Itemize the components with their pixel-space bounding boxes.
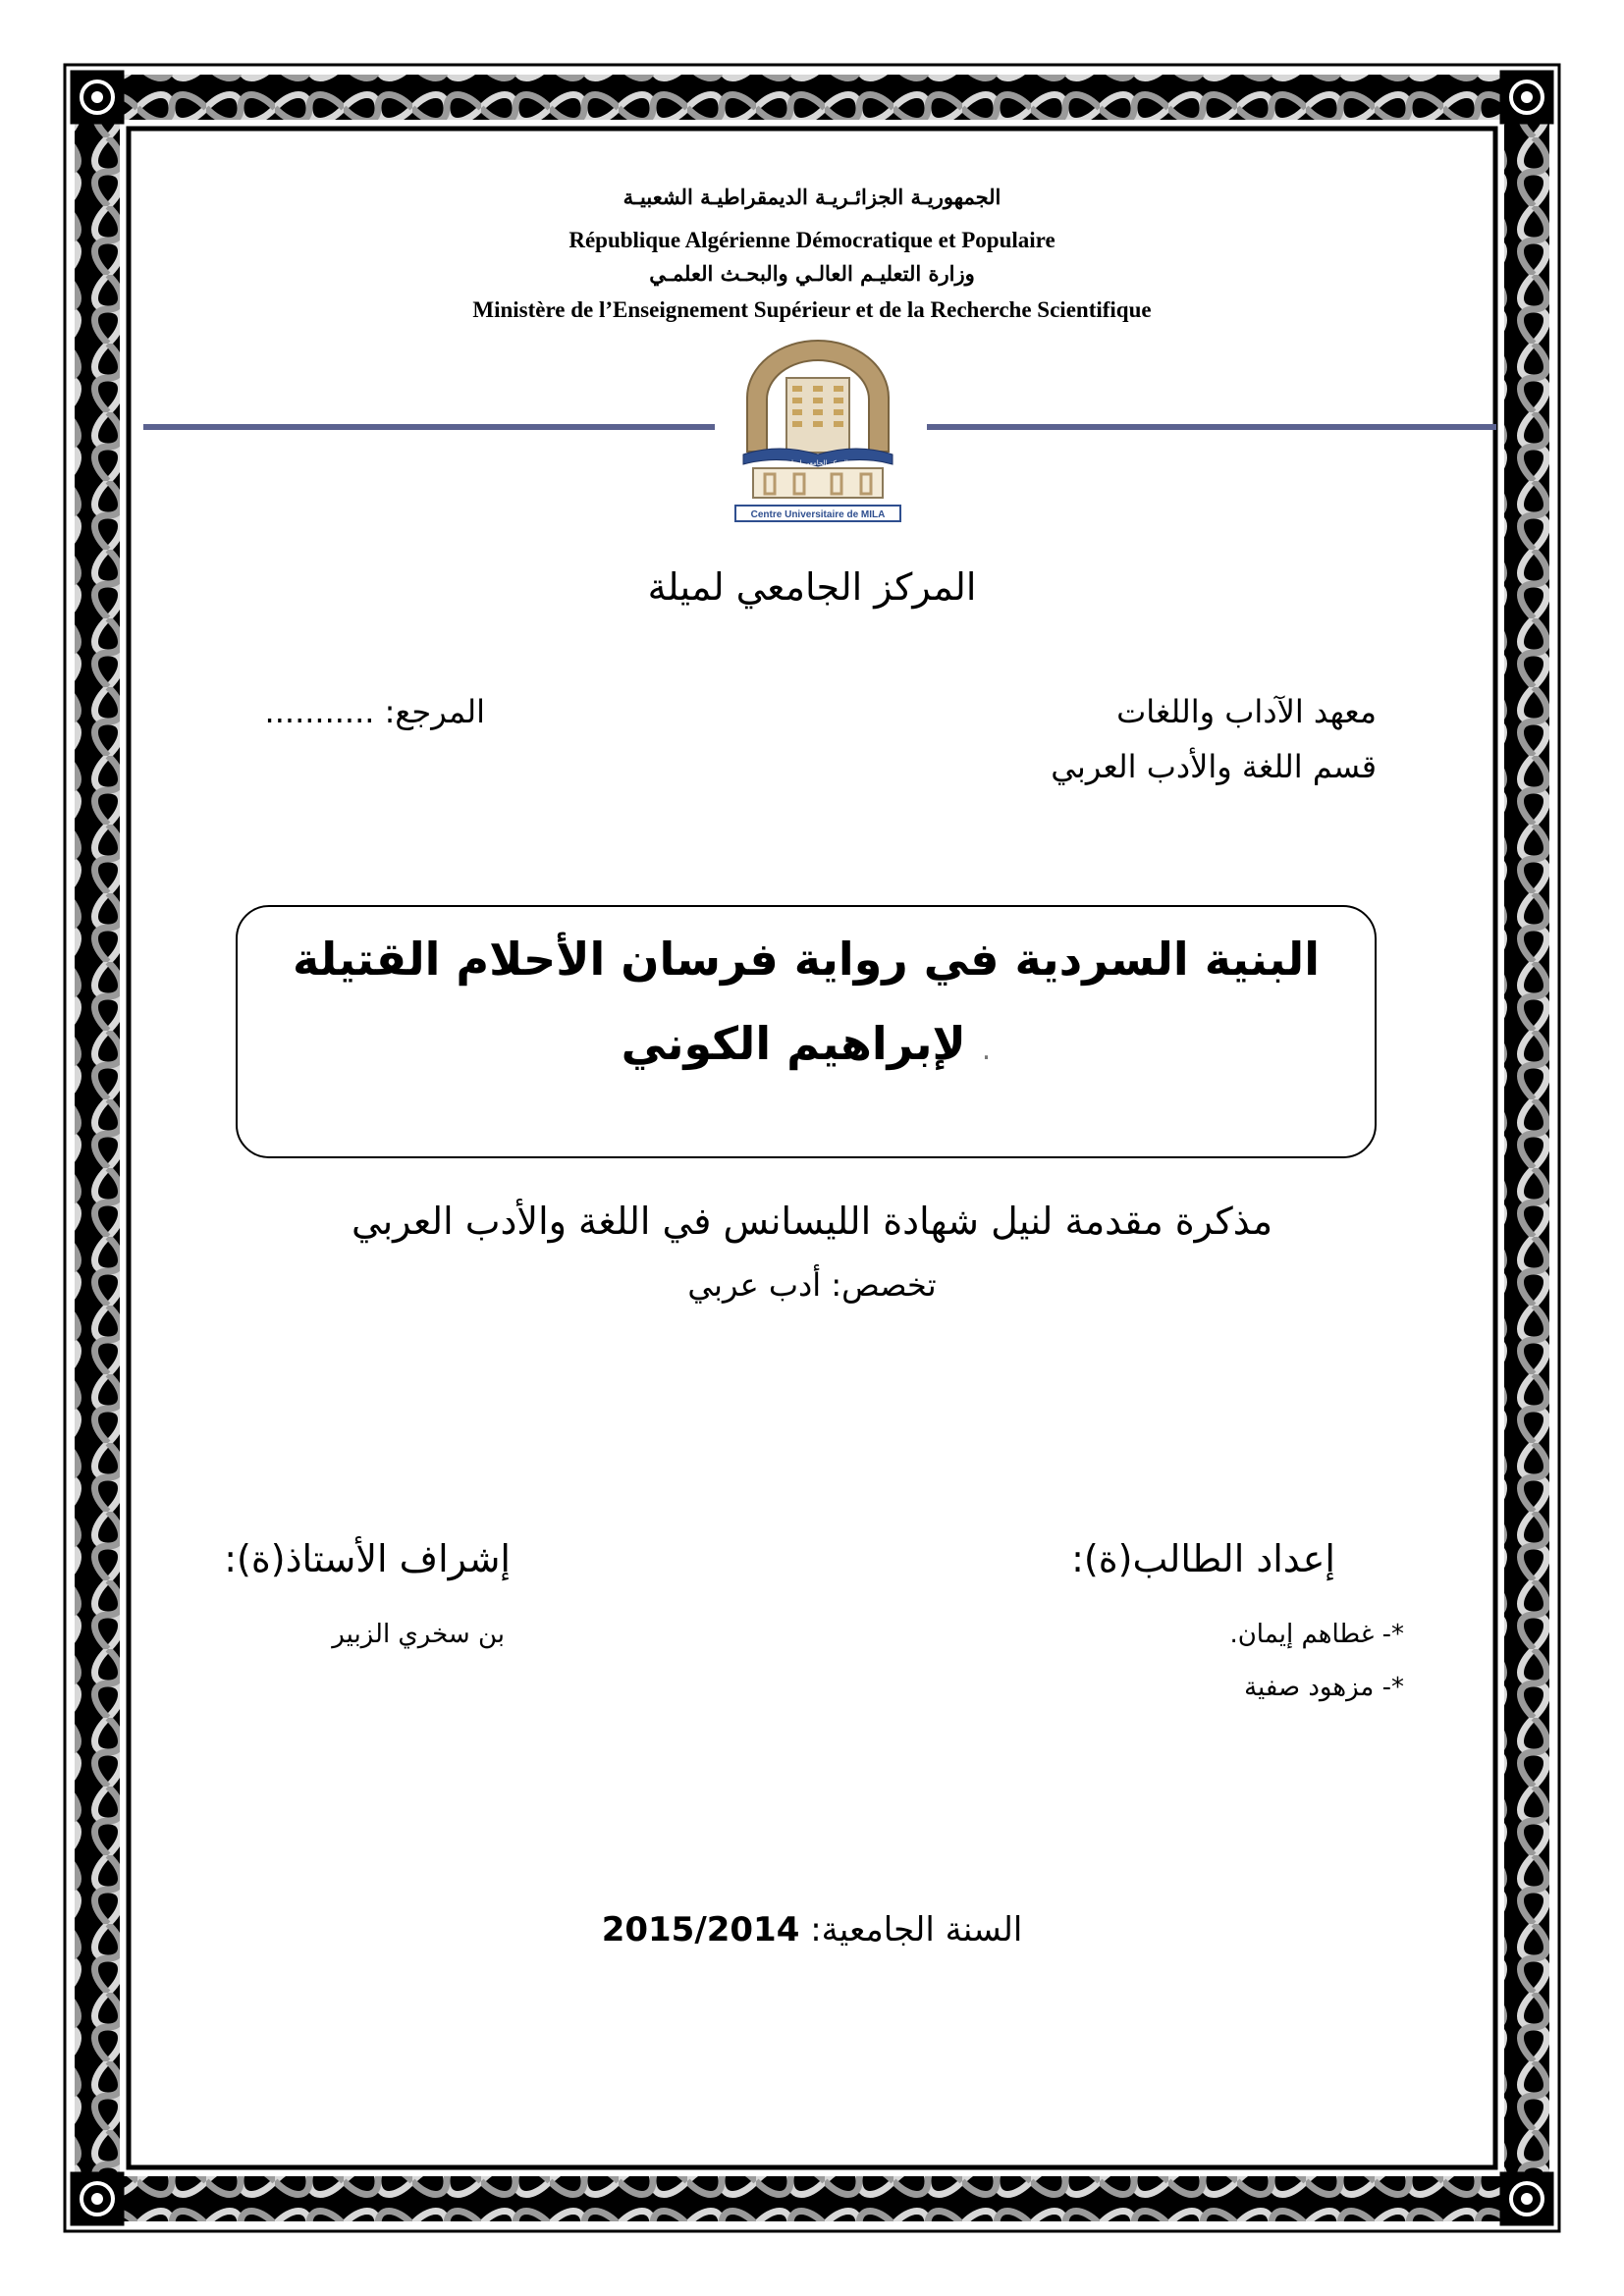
republic-french: République Algérienne Démocratique et Populaire (568, 228, 1056, 252)
institute-name: معهد الآداب واللغات (1116, 693, 1377, 730)
supervisor-label: إشراف الأستاذ(ة): (224, 1537, 511, 1580)
republic-arabic: الجمهوريـة الجزائـريـة الديمقراطيـة الشعبيـة (623, 185, 1001, 209)
logo-caption: Centre Universitaire de MILA (750, 509, 886, 520)
reference-field: المرجع: ........... (264, 693, 485, 730)
university-logo (730, 339, 906, 525)
header-rule-right (927, 424, 1496, 430)
header-rule-left (143, 424, 715, 430)
students-label: إعداد الطالب(ة): (1071, 1537, 1335, 1580)
thesis-title-line2-wrap (255, 1017, 1357, 1070)
academic-year-value: 2015/2014 (601, 1910, 800, 1949)
thesis-title-line1: البنية السردية في رواية فرسان الأحلام القتيلة (293, 933, 1320, 986)
department-name: قسم اللغة والأدب العربي (1051, 748, 1377, 785)
title-trailing-dot: . (981, 1033, 992, 1067)
ministry-french: Ministère de l’Enseignement Supérieur et de la Recherche Scientifique (472, 297, 1152, 322)
logo-inner-text: المركز الجامعي لميلة (787, 459, 848, 467)
ministry-arabic: وزارة التعليـم العالـي والبحـث العلمـي (649, 261, 975, 286)
student-name-2: *- مزهود صفية (1244, 1673, 1404, 1702)
thesis-title-line2: لإبراهيم الكوني (621, 1017, 966, 1070)
academic-year-label: السنة الجامعية: (810, 1910, 1023, 1949)
student-name-1: *- غطاهم إيمان. (1229, 1620, 1404, 1649)
specialty: تخصص: أدب عربي (687, 1266, 937, 1304)
degree-statement: مذكرة مقدمة لنيل شهادة الليسانس في اللغة والأدب العربي (351, 1200, 1273, 1243)
supervisor-name: بن سخري الزبير (332, 1620, 505, 1649)
institution-name: المركز الجامعي لميلة (647, 565, 977, 609)
academic-year (393, 1910, 1231, 1949)
